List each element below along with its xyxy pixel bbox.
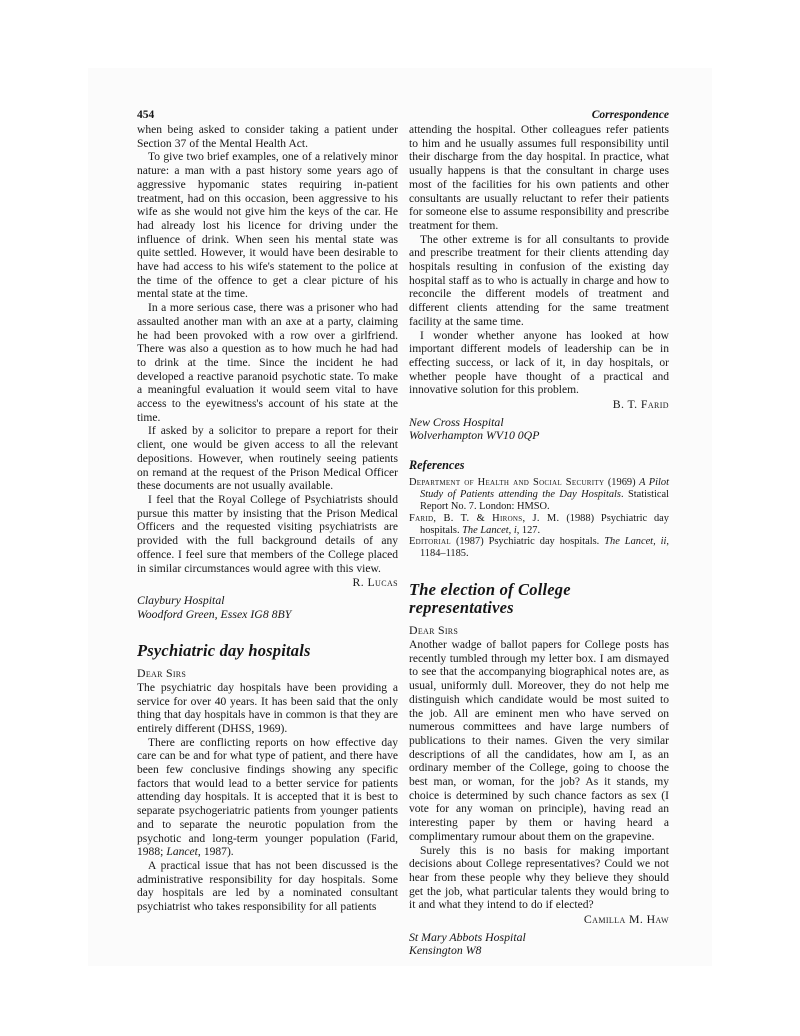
address-line: Kensington W8 xyxy=(409,943,482,958)
letter-day-hospitals-paragraph: The psychiatric day hospitals have been providing a service for over 40 years. It has been said that the only thing that day hospitals have in common is that they are entirely different (DHSS, 1969). xyxy=(137,681,398,735)
left-column xyxy=(137,124,398,915)
letter-election-title: The election of College representatives xyxy=(409,580,571,618)
letter-forensic-paragraph: In a more serious case, there was a prisoner who had assaulted another man with an axe at a party, claiming he had been provoked with a row over a girlfriend. There was also a question as to how much he had had to drink at the time. Since the incident he had developed a reactive paranoid psychotic state. To make a meaningful evaluation it would seem vital to have access to the eyewitness's account of his state at the time. xyxy=(137,302,398,424)
reference-entry: Farid, B. T. & Hirons, J. M. (1988) Psychiatric day hospitals. The Lancet, i, 127. xyxy=(409,512,669,536)
right-column xyxy=(409,124,669,958)
letter-day-hospitals-paragraph: The other extreme is for all consultants to provide and prescribe treatment for their clients attending day hospitals resulting in confusion of the existing day hospital staff as to who is actually in charge and how to reconcile the different models of treatment and different clients attending for the same treatment facility at the same time. xyxy=(409,233,669,328)
letter-election-paragraph: Another wadge of ballot papers for College posts has recently tumbled through my letter box. I am dismayed to see that the accompanying biographical notes are, as usual, uniformly dull. Moreover, they do not help me distinguish which candidate would be most suited to the job. All are eminent men who have served on numerous committees and have large numbers of publications to their names. Given the very similar descriptions of all the candidates, how am I, as an ordinary member of the College, going to choose the best man, or woman, for the job? As it stands, my choice is determined by such chance factors as sex (I vote for any woman on principle), having read an interesting paper by them or having heard a complimentary rumour about them on the grapevine. xyxy=(409,639,669,843)
reference-entry: Editorial (1987) Psychiatric day hospitals. The Lancet, ii, 1184–1185. xyxy=(409,536,670,560)
letter-election-address xyxy=(409,931,669,958)
address-line: Wolverhampton WV10 0QP xyxy=(409,428,540,443)
address-line: Claybury Hospital xyxy=(137,592,225,607)
letter-election-signature: Camilla M. Haw xyxy=(583,912,669,927)
letter-election-paragraph: Surely this is no basis for making important decisions about College representatives? Could we not hear from these people why they believe they should get the job, what particular talents they would bring to it and what they intend to do if elected? xyxy=(409,844,669,912)
letter-day-hospitals-title: Psychiatric day hospitals xyxy=(137,641,311,661)
reference-entry: Department of Health and Social Security (1969) A Pilot Study of Patients attending the Day Hospitals. Statistical Report No. 7. London: HMSO. xyxy=(409,476,669,512)
letter-forensic-paragraph: If asked by a solicitor to prepare a report for their client, one would be given access to all the relevant depositions. However, when routinely seeing patients on remand at the request of the Prison Medical Officer these documents are not usually available. xyxy=(137,425,398,493)
letter-day-hospitals-paragraph: attending the hospital. Other colleagues refer patients to him and he usually assumes full responsibility until their discharge from the day hospital. In practice, what usually happens is that the consultant in charge uses most of the facilities for his own patients and other consultants are usually reluctant to refer their patients for someone else to assume responsibility and prescribe treatment for them. xyxy=(409,124,669,232)
running-head-title: Correspondence xyxy=(591,109,669,121)
letter-forensic-address xyxy=(137,594,398,621)
letter-day-hospitals-paragraph: A practical issue that has not been discussed is the administrative responsibility for day hospitals. Some day hospitals are led by a nominated consultant psychiatrist who takes responsibility for all patients xyxy=(137,859,398,914)
letter-day-hospitals-signature: B. T. Farid xyxy=(612,397,669,412)
references-title: References xyxy=(409,457,465,472)
address-line: Woodford Green, Essex IG8 8BY xyxy=(137,606,292,621)
letter-day-hospitals-address xyxy=(409,416,669,443)
letter-forensic-paragraph: To give two brief examples, one of a relatively minor nature: a man with a past history some years ago of aggressive hypomanic states requiring in-patient treatment, had on this occasion, been aggressive to his wife as she would not give him the keys of the car. He had already lost his licence for driving under the influence of drink. When seen his mental state was quite settled. However, it would have been desirable to have had access to his wife's statement to the police at the time of the offence to get a clear picture of his mental state at the time. xyxy=(137,151,398,301)
address-line: St Mary Abbots Hospital xyxy=(409,929,526,944)
letter-day-hospitals-salutation: Dear Sirs xyxy=(137,666,187,681)
letter-day-hospitals-paragraph: I wonder whether anyone has looked at how important different models of leadership can be in effecting success, or lack of it, in day hospitals, or whether people have thought of a practical and innovative solution for this problem. xyxy=(409,329,669,397)
letter-day-hospitals-paragraph: There are conflicting reports on how effective day care can be and for what type of patient, and there have been few conclusive findings showing any specific factors that would lead to a better service for patients attending day hospitals. It is accepted that it is best to separate psychogeriatric patients from younger patients and to separate the neurotic population from the psychotic and long-term younger population (Farid, 1988; Lancet, 1987). xyxy=(137,736,398,859)
running-header xyxy=(137,109,669,121)
page-number: 454 xyxy=(137,109,155,121)
letter-election-salutation: Dear Sirs xyxy=(409,623,459,638)
address-line: New Cross Hospital xyxy=(409,414,504,429)
letter-forensic-paragraph: when being asked to consider taking a patient under Section 37 of the Mental Health Act. xyxy=(137,124,398,150)
journal-page-scan xyxy=(88,68,712,966)
letter-forensic-paragraph: I feel that the Royal College of Psychiatrists should pursue this matter by insisting that the Prison Medical Officers and the requested visiting psychiatrists are provided with the full background details of any offence. I feel sure that members of the College placed in similar circumstances would agree with this view. xyxy=(137,493,398,575)
letter-forensic-signature: R. Lucas xyxy=(352,575,398,590)
